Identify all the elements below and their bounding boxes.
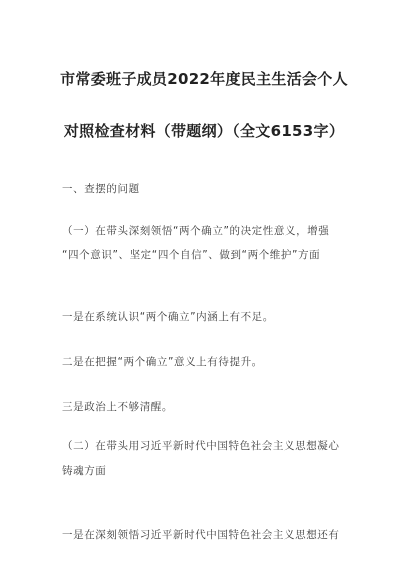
- paragraph-point-1: 一是在系统认识“两个确立”内涵上有不足。: [62, 311, 274, 323]
- paragraph-point-4: 一是在深刻领悟习近平新时代中国特色社会主义思想还有: [62, 529, 340, 541]
- document-title-line-2: 对照检查材料（带题纲）（全文6153字）: [63, 122, 345, 140]
- subsection-heading-2: （二）在带头用习近平新时代中国特色社会主义思想凝心: [62, 440, 340, 452]
- paragraph-point-3: 三是政治上不够清醒。: [62, 401, 173, 413]
- section-heading: 一、查摆的问题: [62, 183, 140, 195]
- paragraph-point-2: 二是在把握“两个确立”意义上有待提升。: [62, 356, 263, 368]
- document-title-line-1: 市常委班子成员2022年度民主生活会个人: [60, 70, 348, 88]
- subsection-heading-1-cont: “四个意识”、坚定“四个自信”、做到“两个维护”方面: [62, 249, 321, 261]
- subsection-heading-1: （一）在带头深刻领悟“两个确立”的决定性意义，增强: [62, 225, 330, 237]
- subsection-heading-2-cont: 铸魂方面: [62, 465, 107, 477]
